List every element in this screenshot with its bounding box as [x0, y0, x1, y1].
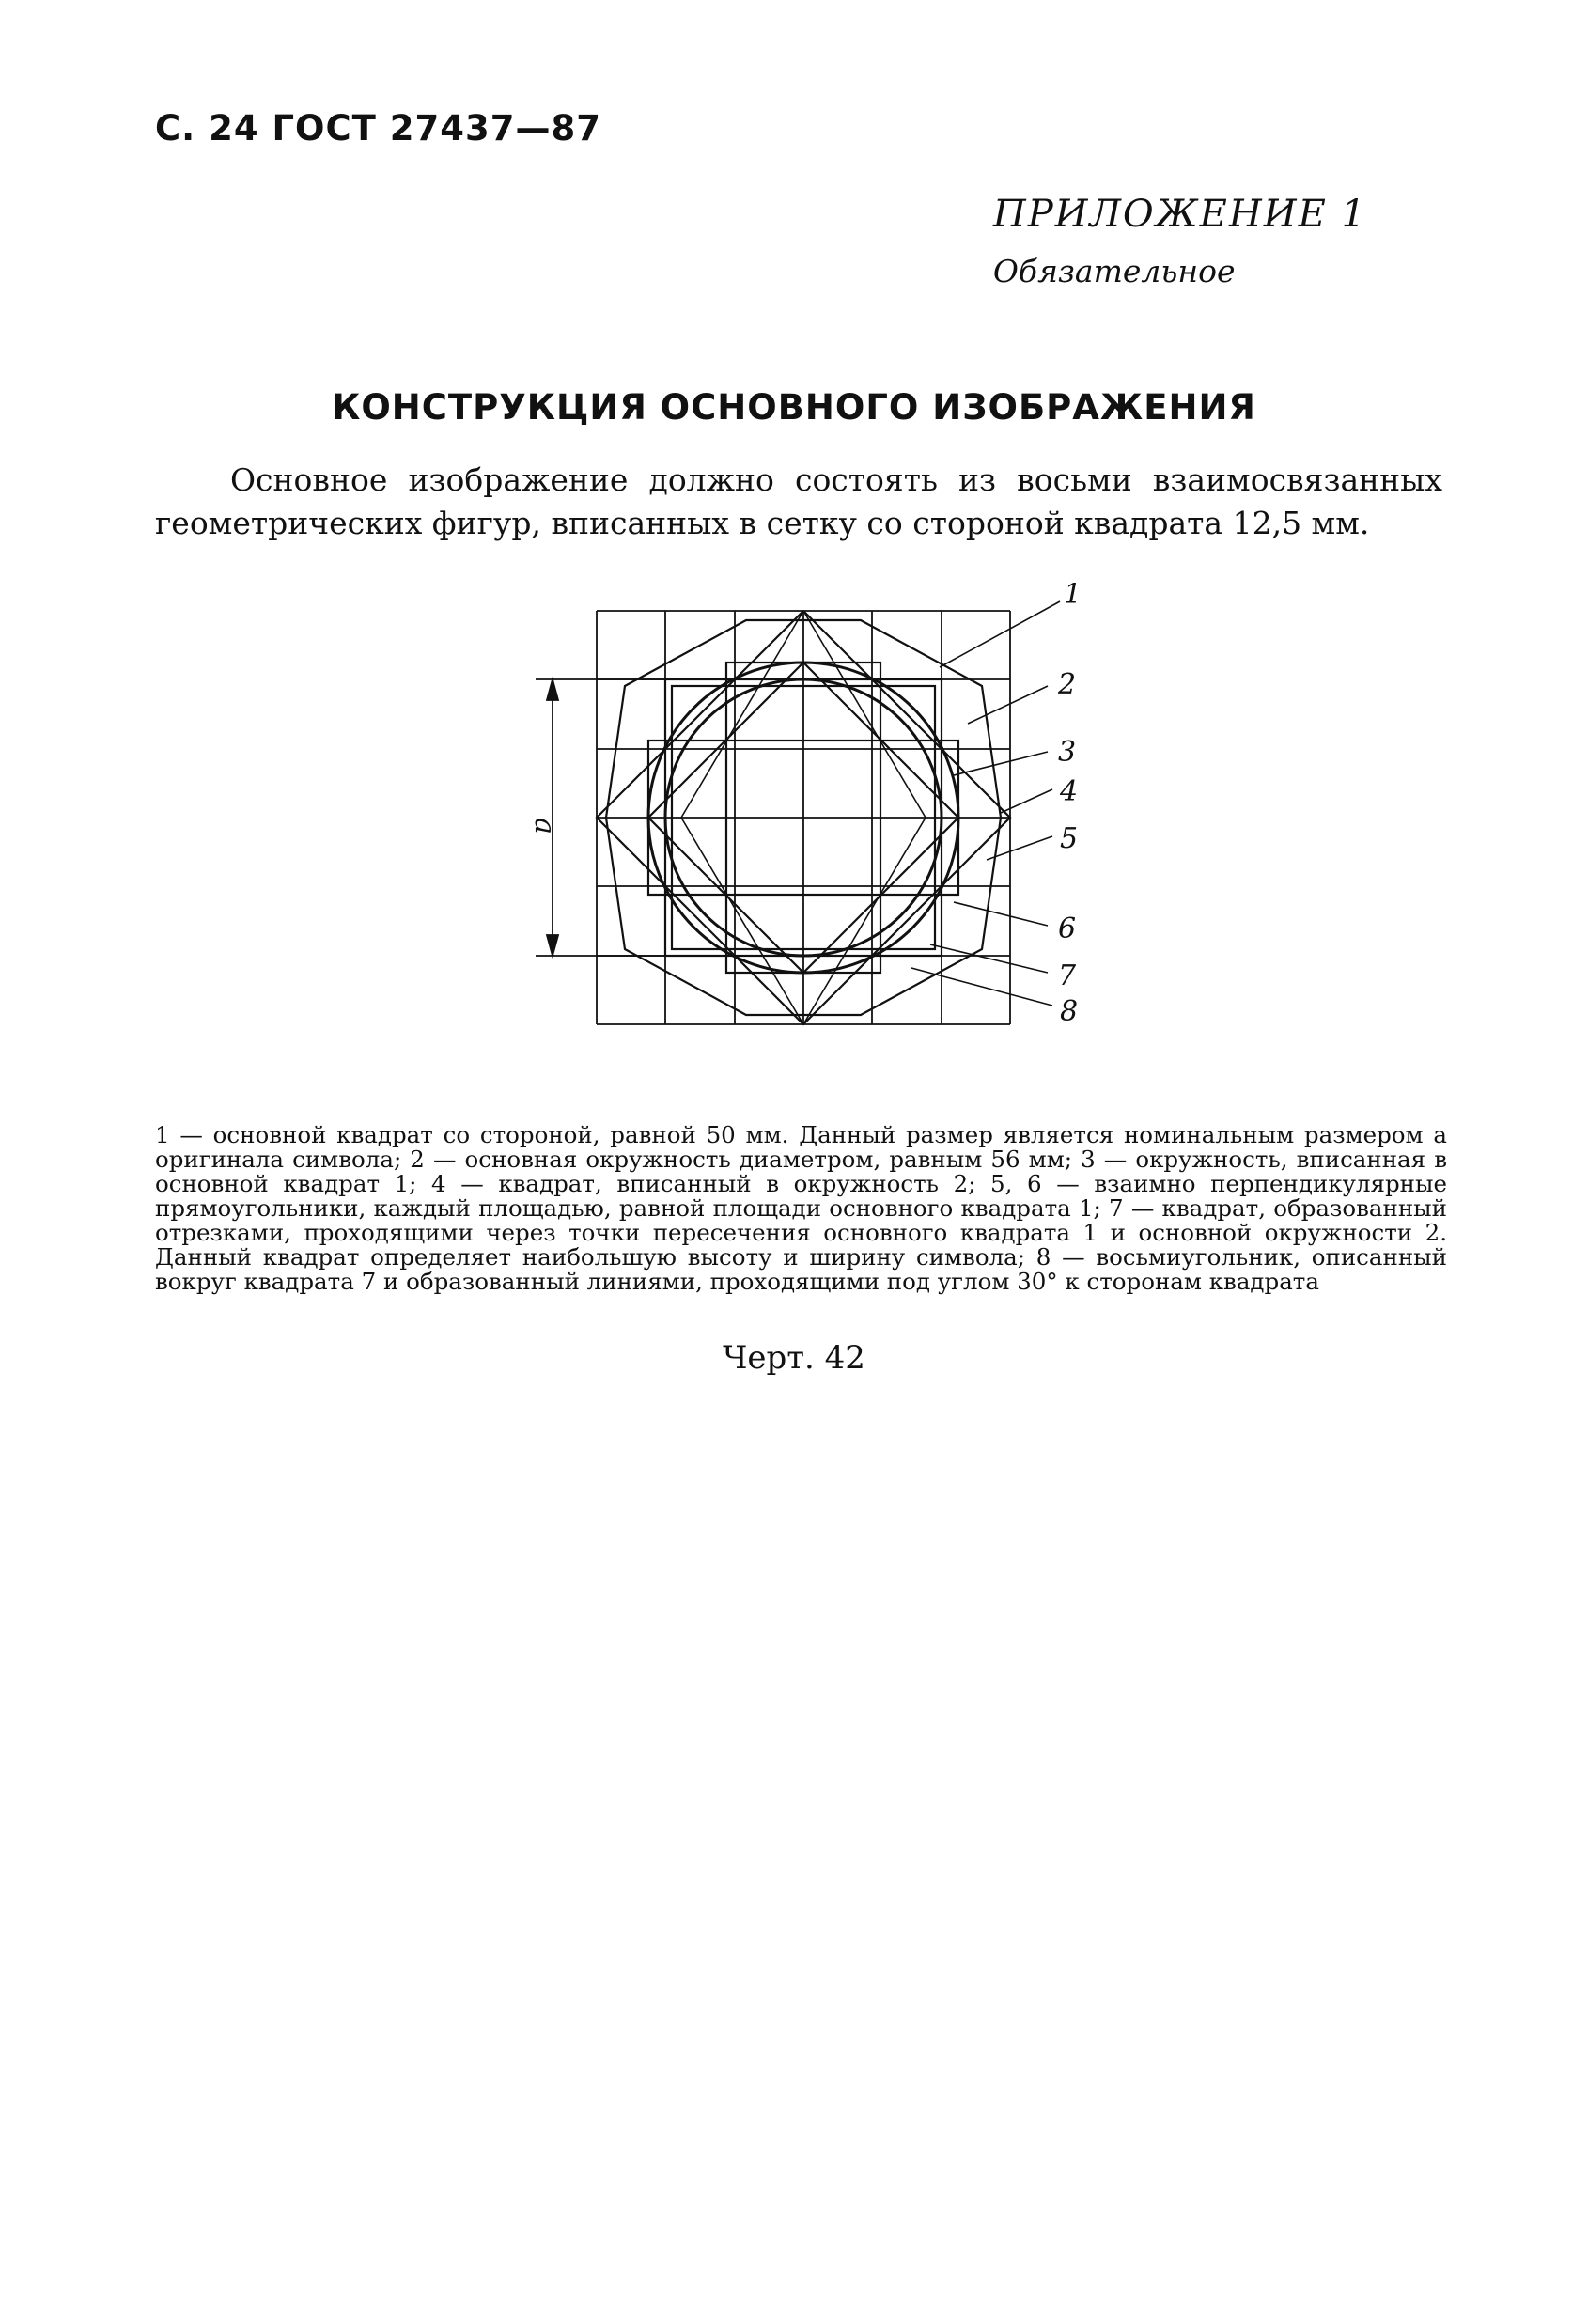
- grid: [597, 611, 1010, 1024]
- callout-3: 3: [1058, 736, 1077, 769]
- construction-figure: [526, 583, 1109, 1056]
- construction-drawing: [526, 583, 1109, 1053]
- callout-6: 6: [1058, 912, 1077, 945]
- callout-1: 1: [1064, 583, 1082, 611]
- appendix-block: [993, 193, 1367, 289]
- callout-8: 8: [1060, 995, 1079, 1028]
- section-title: КОНСТРУКЦИЯ ОСНОВНОГО ИЗОБРАЖЕНИЯ: [332, 387, 1256, 428]
- appendix-title: ПРИЛОЖЕНИЕ 1: [992, 193, 1367, 236]
- callout-2: 2: [1058, 668, 1077, 701]
- drawing-number: Черт. 42: [723, 1339, 865, 1377]
- page-header: С. 24 ГОСТ 27437—87: [155, 108, 601, 148]
- callout-5: 5: [1060, 822, 1079, 855]
- appendix-subtitle: Обязательное: [992, 253, 1236, 289]
- callout-7: 7: [1058, 959, 1077, 992]
- leader-lines: [911, 601, 1060, 1006]
- dimension-label: a: [528, 818, 561, 834]
- figure-caption: 1 — основной квадрат со стороной, равной 50 мм. Данный размер является номинальным размером a оригинала символа; 2 — основная окружность диаметром, равным 56 мм; 3 — окружность, вписанная в основной квадрат 1; 4 — квадрат, вписанный в окружность 2; 5, 6 — взаимно перпендикулярные прямоугольники, каждый площадью, равной площади основного квадрата 1; 7 — квадрат, образованный отрезками, проходящими через точки пересечения основного квадрата 1 и основной окружности 2. Данный квадрат определяет наибольшую высоту и ширину символа; 8 — восьмиугольник, описанный вокруг квадрата 7 и образованный линиями, проходящими под углом 30° к сторонам квадрата: [155, 1121, 1447, 1295]
- callout-4: 4: [1060, 775, 1079, 808]
- intro-paragraph: Основное изображение должно состоять из восьми взаимосвязанных геометрических фигур, вписанных в сетку со стороной квадрата 12,5 мм.: [155, 461, 1442, 541]
